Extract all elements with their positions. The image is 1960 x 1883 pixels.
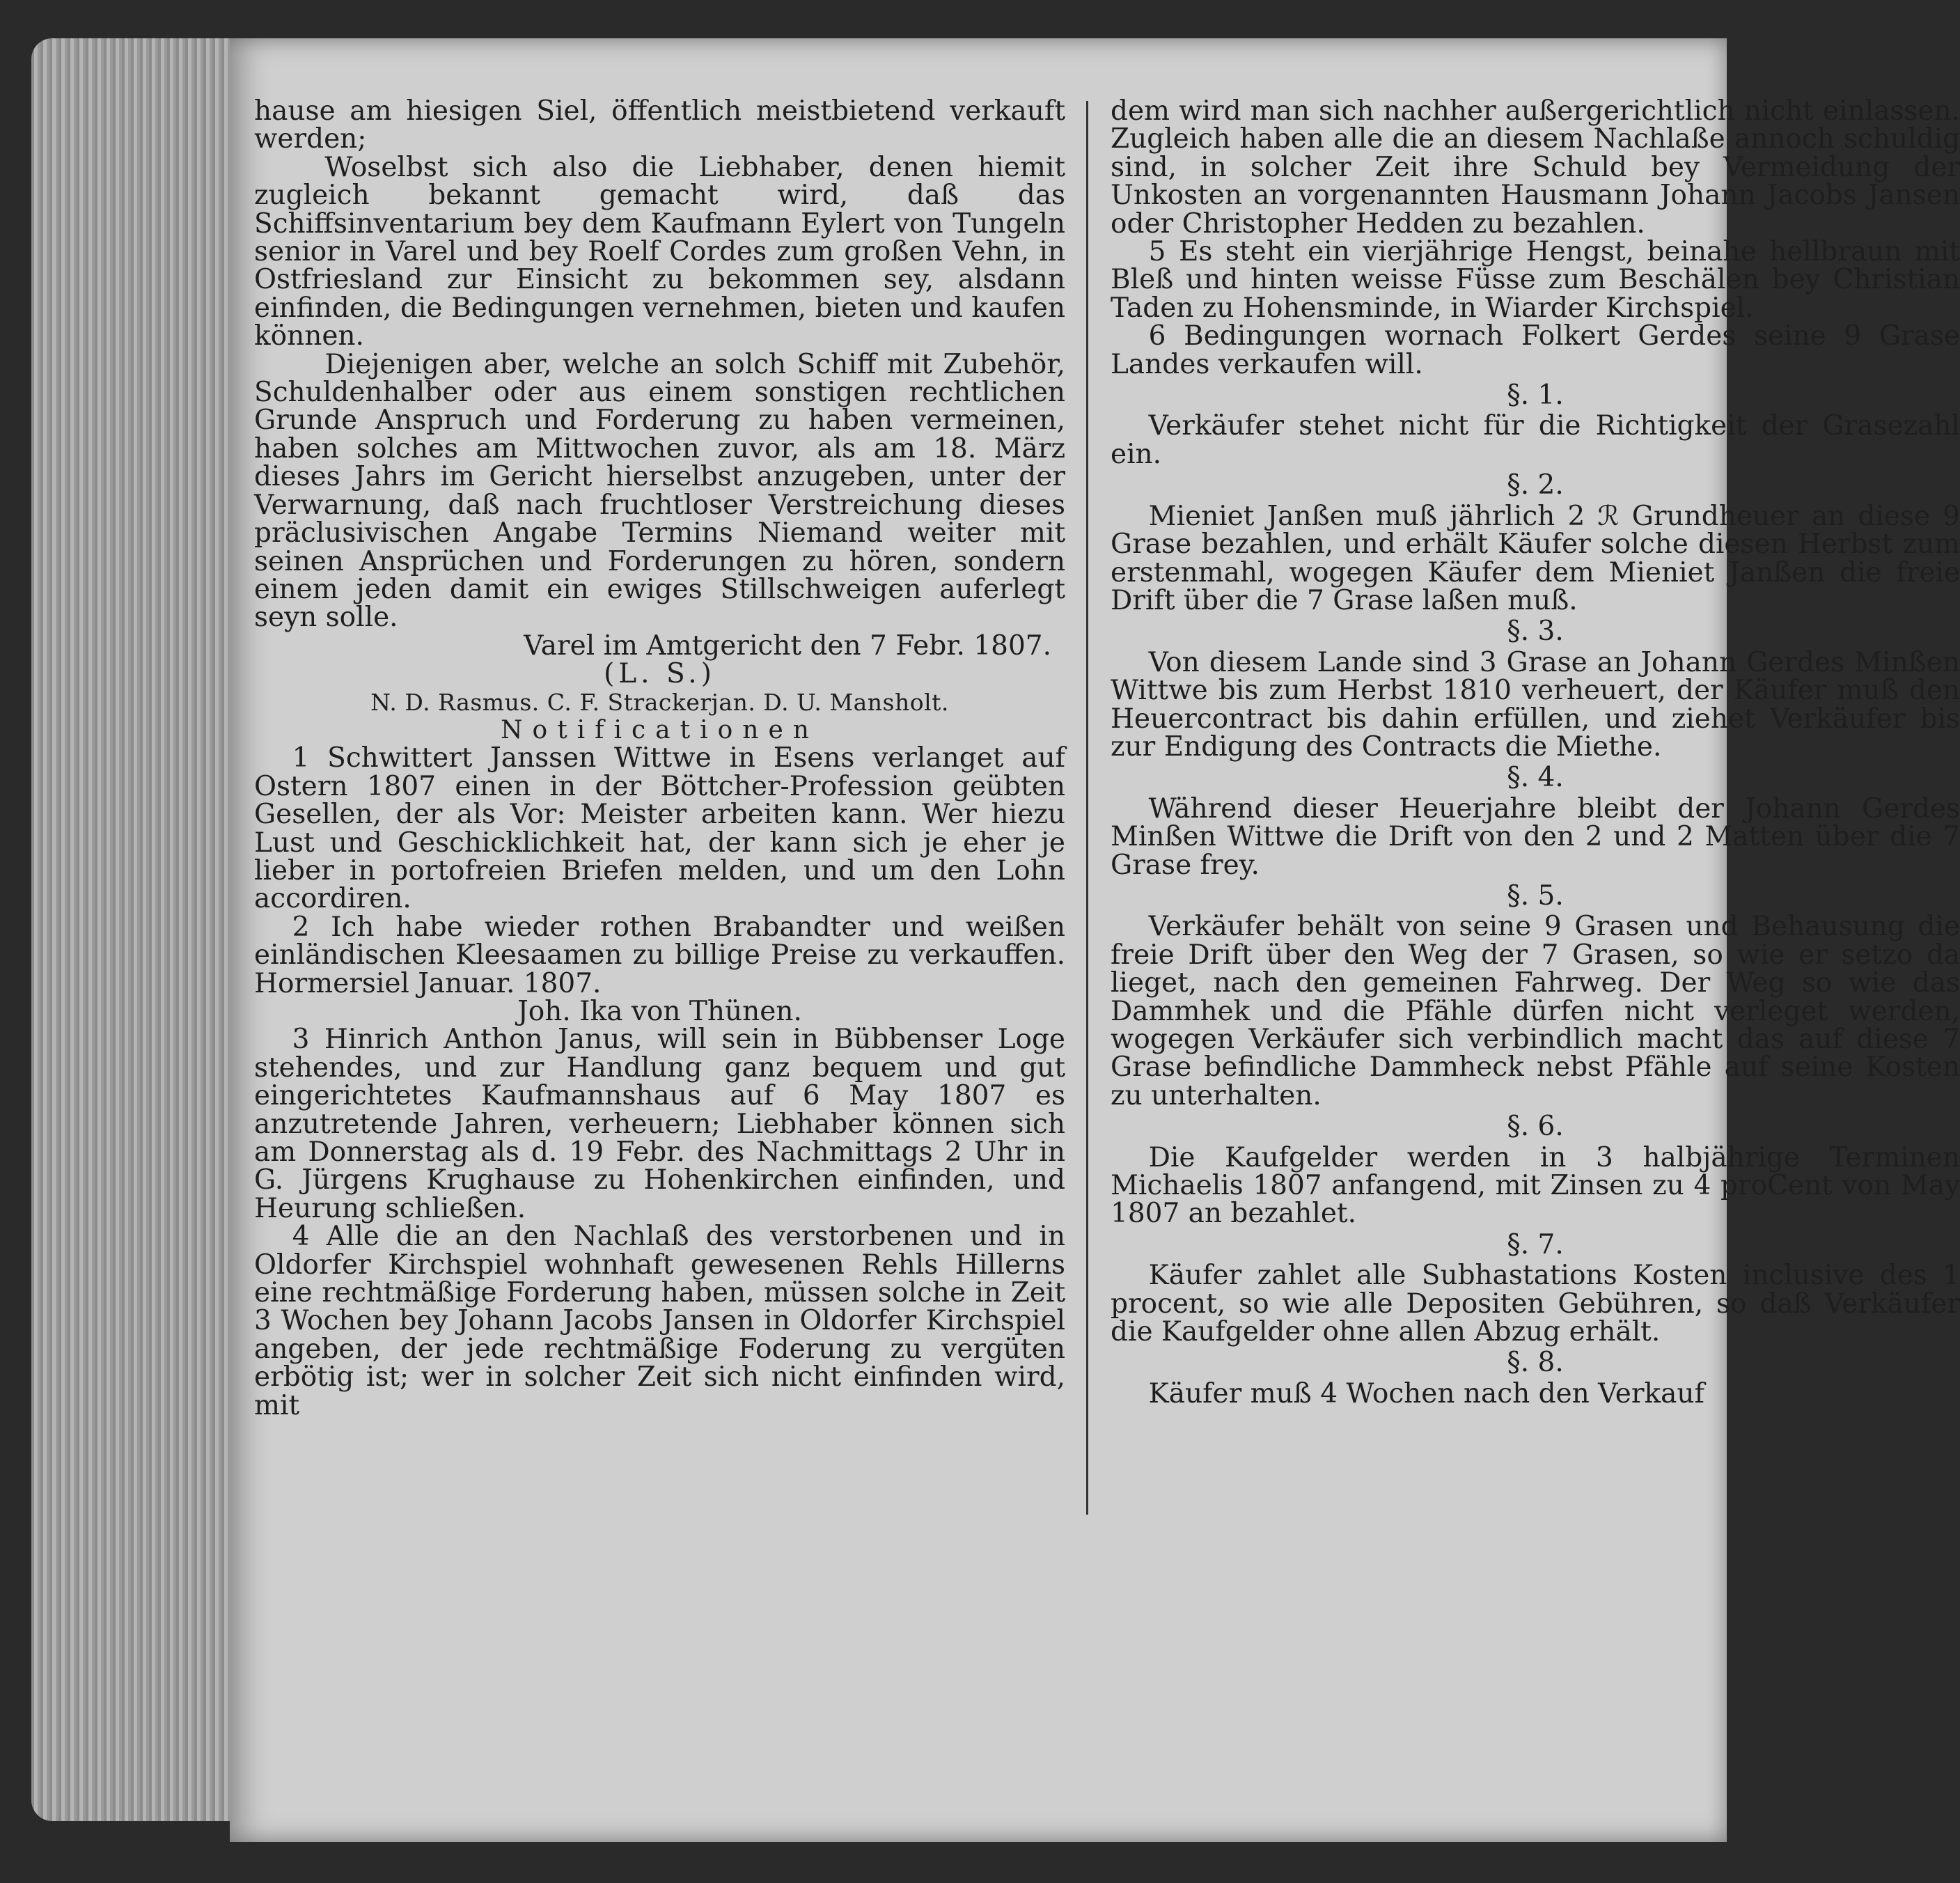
section-title: Notificationen [501, 715, 819, 744]
section-5-heading: §. 5. [1507, 880, 1564, 912]
official-signatures: N. D. Rasmus. C. F. Strackerjan. D. U. Mansholt. [370, 688, 949, 716]
section-5-text: Verkäufer behält von seine 9 Grasen und Behausung die freie Drift über den Weg der 7 Grasen, so wie er setzo da lieget, nach den gemeinen Fahrweg. Der Weg so wie das Dammhek und die Pfähle dürfen nicht verleget werden, wogegen Verkäufer sich verbindlich macht das auf diese 7 Grase befindliche Dammheck nebst Pfähle auf seine Kosten zu unterhalten. [1111, 911, 1960, 1111]
section-7-text: Käufer zahlet alle Subhastations Kosten inclusive des 1 procent, so wie alle Depositen Gebühren, so daß Verkäufer die Kaufgelder ohne allen Abzug erhält. [1111, 1260, 1960, 1348]
column-divider [1086, 101, 1088, 1515]
right-column [1111, 97, 1960, 1408]
notice-6: 6 Bedingungen wornach Folkert Gerdes seine 9 Grase Landes verkaufen will. [1111, 320, 1960, 380]
section-4-text: Während dieser Heuerjahre bleibt der Johann Gerdes Minßen Wittwe die Drift von den 2 und 2 Matten über die 7 Grase frey. [1111, 792, 1960, 881]
section-4-heading: §. 4. [1507, 762, 1564, 794]
paragraph-claims: Diejenigen aber, welche an solch Schiff mit Zubehör, Schuldenhalber oder aus einem sonstigen rechtlichen Grunde Anspruch und Forderung zu haben vermeinen, haben solches am Mittwochen zuvor, als am 18. März dieses Jahrs im Gericht hierselbst anzugeben, unter der Verwarnung, daß nach fruchtloser Verstreichung dieses präclusivischen Angabe Termins Niemand weiter mit seinen Ansprüchen und Forderungen zu hören, sondern einem jeden damit ein ewiges Stillschweigen auferlegt seyn solle. [254, 348, 1065, 634]
notice-3: 3 Hinrich Anthon Janus, will sein in Bübbenser Loge stehendes, und zur Handlung ganz bequem und gut eingerichtetes Kaufmannshaus auf 6 May 1807 es anzutretende Jahren, verheuern; Liebhaber können sich am Donnerstag als d. 19 Febr. des Nachmittags 2 Uhr in G. Jürgens Krughause zu Hohenkirchen einfinden, und Heurung schließen. [254, 1024, 1065, 1224]
left-column [254, 97, 1065, 1420]
section-2-text: Mieniet Janßen muß jährlich 2 ℛ Grundheuer an diese 9 Grase bezahlen, und erhält Käufer solche diesen Herbst zum erstenmahl, wogegen Käufer dem Mieniet Janßen die freie Drift über die 7 Grase laßen muß. [1111, 500, 1960, 616]
notice-2: 2 Ich habe wieder rothen Brabandter und weißen einländischen Kleesaamen zu billige Preise zu verkauffen. Hormersiel Januar. 1807. [254, 911, 1065, 999]
notice-4-continued: dem wird man sich nachher außergerichtlich nicht einlassen. Zugleich haben alle die an diesem Nachlaße annoch schuldig sind, in solcher Zeit ihre Schuld bey Vermeidung der Unkosten an vorgenannten Hausmann Johann Jacobs Jansen oder Christopher Hedden zu bezahlen. [1111, 95, 1960, 240]
intro-text: hause am hiesigen Siel, öffentlich meistbietend verkauft werden; [254, 95, 1065, 155]
section-8-text: Käufer muß 4 Wochen nach den Verkauf [1148, 1377, 1704, 1409]
notice-2-signature: Joh. Ika von Thünen. [517, 996, 802, 1027]
section-1-text: Verkäufer stehet nicht für die Richtigkeit der Grasezahl ein. [1111, 410, 1960, 470]
section-6-text: Die Kaufgelder werden in 3 halbjährige Terminen Michaelis 1807 anfangend, mit Zinsen zu 4 proCent von May 1807 an bezahlet. [1111, 1141, 1960, 1230]
section-8-heading: §. 8. [1507, 1347, 1564, 1379]
seal-mark: (L. S.) [604, 658, 716, 690]
dateline: Varel im Amtgericht den 7 Febr. 1807. [524, 630, 1051, 662]
section-1-heading: §. 1. [1507, 380, 1564, 412]
notice-4: 4 Alle die an den Nachlaß des verstorbenen und in Oldorfer Kirchspiel wohnhaft gewesenen Rehls Hillerns eine rechtmäßige Forderung haben, müssen solche in Zeit 3 Wochen bey Johann Jacobs Jansen in Oldorfer Kirchspiel angeben, der jede rechtmäßige Foderung zu vergüten erbötig ist; wer in solcher Zeit sich nicht einfinden wird, mit [254, 1221, 1065, 1421]
section-2-heading: §. 2. [1507, 469, 1564, 501]
notice-1: 1 Schwittert Janssen Wittwe in Esens verlanget auf Ostern 1807 einen in der Böttcher-Profession geübten Gesellen, der als Vor: Meister arbeiten kann. Wer hiezu Lust und Geschicklichkeit hat, der kann sich je eher je lieber in portofreien Briefen melden, und um den Lohn accordiren. [254, 742, 1065, 915]
notice-5: 5 Es steht ein vierjährige Hengst, beinahe hellbraun mit Bleß und hinten weisse Füsse zum Beschälen bey Christian Taden zu Hohensminde, in Wiarder Kirchspiel. [1111, 236, 1960, 324]
section-6-heading: §. 6. [1507, 1111, 1564, 1143]
section-3-heading: §. 3. [1507, 616, 1564, 648]
section-3-text: Von diesem Lande sind 3 Grase an Johann Gerdes Minßen Wittwe bis zum Herbst 1810 verheuert, der Käufer muß den Heuercontract bis dahin erfüllen, und ziehet Verkäufer bis zur Endigung des Contracts die Miethe. [1111, 646, 1960, 763]
section-7-heading: §. 7. [1507, 1228, 1564, 1260]
paragraph-inspection: Woselbst sich also die Liebhaber, denen hiemit zugleich bekannt gemacht wird, daß das Schiffsinventarium bey dem Kaufmann Eylert von Tungeln senior in Varel und bey Roelf Cordes zum großen Vehn, in Ostfriesland zur Einsicht zu bekommen sey, alsdann einfinden, die Bedingungen vernehmen, bieten und kaufen können. [254, 151, 1065, 352]
